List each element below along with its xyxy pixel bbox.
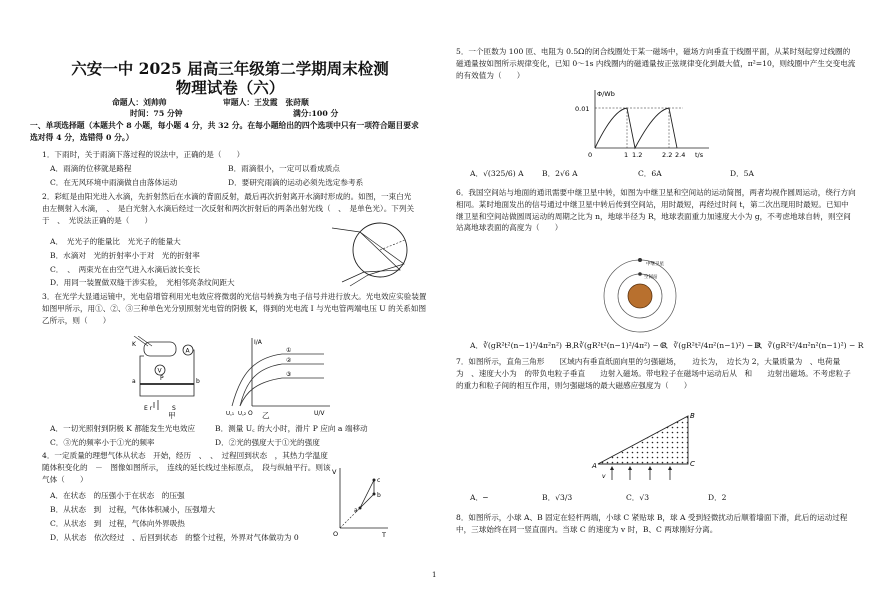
emf-label: E r	[144, 405, 153, 412]
q7-stem: 7．如图所示，直角三角形 区域内有垂直纸面向里的匀强磁场， 边长为， 边长为 2，大量质量为 、电荷量为 、速度大小为 的带负电粒子垂直 边射入磁场。带电粒子在磁场中运动后从 和 边射出磁场。不考虑粒子的重力和粒子间的相互作用，则匀强磁场的最大磁感应强度为（ ）	[456, 357, 851, 390]
q6-option-a: A．∛(gR²t²(n−1)²/4π²n²) − R	[470, 341, 579, 350]
q5-option-d: D．5A	[730, 169, 754, 178]
q4-option-d: D．从状态 依次经过 、后回到状态 的整个过程，外界对气体做功为 0	[50, 533, 299, 542]
q8-stem: 8．如图所示，小球 A、B 固定在轻杆两端，小球 C 紧贴球 B，球 A 受到轻微扰动后顺着墙面下滑，此后的运动过程中，三球始终在同一竖直面内。当球 C 的速度为 v 时，B、C 两球刚好分离。	[456, 513, 848, 534]
i-axis-label: I/A	[254, 339, 262, 346]
q3-option-d: D．②光的强度大于①光的强度	[215, 438, 320, 447]
relay-satellite	[638, 258, 642, 262]
point-b-label: b	[377, 492, 381, 499]
normal-line	[380, 240, 405, 250]
tick-2-4: 2.4	[675, 151, 686, 159]
velocity-label: v	[602, 473, 606, 480]
section1-heading: 一、单项选择题（本题共个 8 小题，每小题 4 分，共 32 分。在每小题给出的四个选项中只有一项符合题目要求选对得 4 分，选错得 0 分。）	[30, 121, 419, 142]
reviewer: 审题人：王发霞 张莳顺	[223, 98, 309, 107]
exam-title-line1: 六安一中 2025 届高三年级第二学期周末检测	[71, 59, 389, 78]
q2-option-d: D．用同一装置做双缝干涉实验， 光相邻亮条纹间距大	[50, 278, 235, 287]
q3-stem: 3．在光学大显通运镜中，光电倍增管利用光电效应将微弱的光信号转换为电子信号并进行放大。光电效应实验装置如图甲所示，用①、②、③三种单色光分别照射光电管的阴极 K，得到的光电流 I 与光电管两端电压 U 的关系如图乙所示，则（ ）	[42, 292, 427, 325]
vt-graph-figure	[330, 466, 390, 538]
q4-option-c: C．从状态 到 过程，气体向外界吸热	[50, 519, 185, 528]
curve-3-label: ③	[286, 371, 292, 378]
q7-option-b: B．√3/3	[542, 493, 573, 502]
author: 命题人：刘帅帅	[112, 98, 167, 107]
space-station	[638, 272, 642, 276]
relay-label: 中继卫星	[646, 262, 664, 267]
exam-time: 时间：75 分钟	[130, 109, 183, 118]
vt-origin-label: O	[333, 530, 339, 538]
t-axis-label: T	[382, 531, 386, 538]
arrowhead-3	[648, 466, 652, 470]
q7-option-d: D．2	[708, 493, 727, 502]
voltmeter-label: V	[157, 367, 162, 375]
earth	[628, 284, 652, 308]
page-number: 1	[432, 571, 437, 579]
incident-ray	[332, 228, 360, 232]
exit-ray-b	[350, 275, 368, 286]
q3-option-c: C．③光的频率小于①光的频率	[50, 438, 155, 447]
q2-option-c: C． 、 两束光在由空气进入水滴后波长变长	[50, 265, 201, 274]
q5-option-c: C．6A	[638, 169, 662, 178]
exam-title-line2: 物理试卷（六）	[175, 78, 285, 97]
curve-2	[240, 364, 324, 406]
arrowhead-4	[668, 466, 672, 470]
u-axis-label: U/V	[314, 410, 325, 416]
q3-fig1-caption: 甲	[168, 411, 176, 420]
flux-time-graph	[575, 88, 715, 160]
q1-option-a: A．雨滴的位移就是路程	[50, 164, 132, 173]
orbit-figure	[600, 256, 680, 336]
cathode-k: K	[132, 341, 136, 348]
exam-score: 满分:100 分	[293, 109, 339, 118]
magnetic-triangle-figure	[590, 410, 700, 484]
slider-p: P	[160, 375, 164, 382]
q2-option-a: A． 光光子的能量比 光光子的能量大	[50, 237, 181, 246]
flux-curve	[595, 108, 677, 148]
q3-option-a: A．一切光照射到阴极 K 都能发生光电效应	[50, 424, 196, 433]
q1-option-b: B．雨滴很小，一定可以看成质点	[228, 164, 340, 173]
circuit-wire	[140, 347, 194, 396]
arrowhead-2	[628, 466, 632, 470]
vertex-c: C	[690, 460, 695, 468]
tick-2-2: 2.2	[662, 151, 673, 159]
tick-1: 1	[624, 151, 629, 159]
q7-option-a: A．─	[470, 493, 488, 502]
q6-option-d: D．∛(gR²t²/4π²n²(n−1)²) − R	[754, 341, 864, 350]
point-a	[359, 507, 362, 510]
q2-option-b: B．水滴对 光的折射率小于对 光的折射率	[50, 251, 200, 260]
time-axis-label: t/s	[695, 151, 704, 159]
iv-curve-figure	[222, 336, 332, 416]
tick-1-2: 1.2	[632, 151, 643, 159]
q6-stem: 6．我国空间站与地面的通讯需要中继卫星中转，如图为中继卫星和空间站的运动简图，两者均视作圆周运动，绕行方向相同。某时地面发出的信号通过中继卫星中转后传到空间站，用时最短，再经过时间 t，第二次出现用时最短。已知中继卫星和空间站做圆周运动的周期之比为 n，地球半径为 R，地球表面重力加速度大小为 g，不考虑地球自转，则空间站离地球表面的高度为（ ）	[456, 188, 856, 233]
q5-option-b: B．2√6 A	[542, 169, 578, 178]
field-region	[598, 416, 688, 464]
curve-1	[232, 354, 324, 406]
q5-option-a: A．√(325/6) A	[470, 169, 524, 178]
q1-stem: 1．下雨时，关于雨滴下落过程的说法中，正确的是（ ）	[42, 150, 245, 159]
phototube	[144, 342, 176, 356]
vertex-a: A	[592, 462, 597, 470]
flux-axis-label: Φ/Wb	[597, 90, 615, 98]
q3-option-b: B．测量 U꜀ 的大小时，滑片 P 应向 a 端移动	[215, 424, 368, 433]
q6-option-c: C．∛(gR²t²/4π²(n−1)²) − R	[660, 341, 762, 350]
q6-option-b: B．∛(gR²t²(n−1)²/4π²) − R	[566, 341, 668, 350]
terminal-a: a	[132, 378, 136, 385]
point-a-label: a	[354, 507, 358, 514]
arrowhead-1	[610, 466, 614, 470]
station-label: 空间站	[644, 275, 658, 280]
point-b	[373, 493, 376, 496]
cycle-path	[360, 480, 374, 508]
q1-option-c: C．在无风环境中雨滴做自由落体运动	[50, 178, 178, 187]
terminal-b: b	[196, 378, 200, 385]
curve-3	[240, 378, 324, 406]
light-ray-1	[134, 336, 148, 346]
photoelectric-circuit-figure	[130, 336, 212, 414]
q3-fig2-caption: 乙	[262, 411, 270, 420]
point-c-label: c	[377, 477, 381, 484]
uc2-label: U꜀₂	[238, 411, 247, 416]
exit-ray-a	[342, 272, 364, 282]
q4-stem: 4．一定质量的理想气体从状态 开始，经历 、 、 过程回到状态 ，其热力学温度随体积变化的 － 图像如图所示， 连线的延长线过坐标原点， 段与纵轴平行。则该气体（ ）	[42, 451, 331, 484]
refracted-ray-1	[360, 232, 400, 272]
q7-option-c: C．√3	[626, 493, 650, 502]
origin-label: O	[248, 410, 253, 416]
rainbow-droplet-figure	[330, 212, 430, 287]
q1-option-d: D．要研究雨滴的运动必须先选定参考系	[228, 178, 364, 187]
q2-stem: 2．彩虹是由阳光进入水滴，先折射然后在水滴的背面反射，最后再次折射离开水滴时形成的。如图，一束白光 由左侧射入水滴， 、 是白光射入水滴后经过一次反射和两次折射后的两条出射光线（ 、 是单色光）。下列关于 、 光说法正确的是（ ）	[42, 192, 419, 225]
curve-1-label: ①	[286, 347, 292, 354]
q4-option-a: A．在状态 的压强小于在状态 的压强	[50, 491, 185, 500]
ammeter-label: A	[185, 347, 190, 355]
vertex-b: B	[690, 412, 695, 420]
switch-label: S	[172, 405, 176, 412]
q4-option-b: B．从状态 到 过程，气体体积减小，压强增大	[50, 505, 216, 514]
curve-2-label: ②	[286, 357, 292, 364]
v-axis-label: V	[332, 468, 337, 476]
uc1-label: U꜀₁	[226, 411, 235, 416]
q5-stem: 5．一个匝数为 100 匝、电阻为 0.5Ω的闭合线圈处于某一磁场中，磁场方向垂直于线圈平面，从某时刻起穿过线圈的磁通量按如图所示规律变化，已知 0～1s 内线圈内的磁通量按正弦规律变化到最大值，π²=10，则线圈中产生交变电流的有效值为（ ）	[456, 47, 856, 80]
point-c	[373, 479, 376, 482]
flux-tick-label: 0.01	[575, 105, 590, 113]
flux-zero-label: 0	[588, 151, 593, 159]
